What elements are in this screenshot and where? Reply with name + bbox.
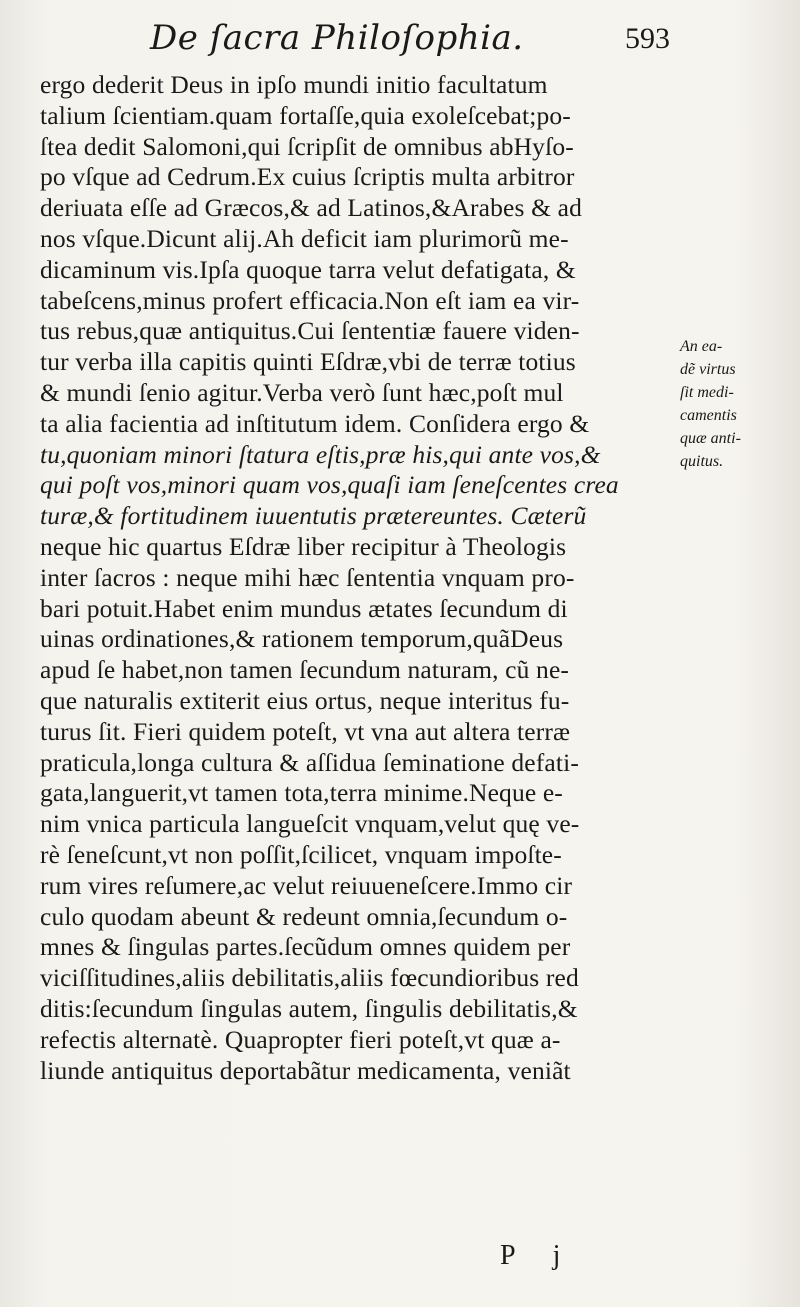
text-line: turus ſit. Fieri quidem poteſt, vt vna aut altera terræ [40, 716, 571, 746]
text-line: talium ſcientiam.quam fortaſſe,quia exoleſcebat;po- [40, 100, 571, 130]
text-line: po vſque ad Cedrum.Ex cuius ſcriptis multa arbitror [40, 162, 575, 192]
text-line: ditis:ſecundum ſingulas autem, ſingulis debilitatis,& [40, 993, 578, 1023]
margin-note-line: ſit medi- [680, 384, 734, 401]
text-line: nos vſque.Dicunt alij.Ah deficit iam plurimorũ me- [40, 223, 569, 253]
text-line: dicaminum vis.Ipſa quoque tarra velut defatigata, & [40, 254, 576, 284]
text-line: qui poſt vos,minori quam vos,quaſi iam ſeneſcentes crea [40, 470, 619, 500]
text-line: gata,languerit,vt tamen tota,terra minime.Neque e- [40, 778, 563, 808]
text-line: inter ſacros : neque mihi hæc ſententia vnquam pro- [40, 562, 575, 592]
text-line: tur verba illa capitis quinti Eſdræ,vbi de terræ totius [40, 347, 576, 377]
text-line: uinas ordinationes,& rationem temporum,quãDeus [40, 624, 564, 654]
margin-note-line: An ea- [680, 338, 723, 355]
margin-note-line: quæ anti- [680, 430, 741, 447]
signature-number: j [552, 1240, 561, 1271]
text-line: rum vires reſumere,ac velut reiuueneſcere.Immo cir [40, 870, 573, 900]
text-line: ta alia facientia ad inſtitutum idem. Conſidera ergo & [40, 408, 590, 438]
text-line: apud ſe habet,non tamen ſecundum naturam, cũ ne- [40, 655, 570, 685]
signature-mark [500, 1240, 620, 1280]
text-line: ergo dederit Deus in ipſo mundi initio facultatum [40, 70, 548, 99]
text-line: nim vnica particula langueſcit vnquam,velut quę ve- [40, 809, 580, 839]
text-line: rè ſeneſcunt,vt non poſſit,ſcilicet, vnquam impoſte- [40, 839, 562, 869]
margin-note-line: camentis [680, 407, 737, 424]
text-line: ſtea dedit Salomoni,qui ſcripſit de omnibus abHyſo- [40, 131, 574, 161]
text-line: tus rebus,quæ antiquitus.Cui ſententiæ fauere viden- [40, 316, 580, 346]
running-head [150, 18, 670, 62]
margin-note [680, 335, 790, 473]
text-line: refectis alternatè. Quapropter fieri poteſt,vt quæ a- [40, 1024, 561, 1054]
text-line: liunde antiquitus deportabãtur medicamenta, veniãt [40, 1055, 571, 1085]
text-line: turæ,& fortitudinem iuuentutis prætereuntes. Cæterũ [40, 501, 587, 531]
text-line: neque hic quartus Eſdræ liber recipitur à Theologis [40, 531, 567, 561]
margin-note-line: quitus. [680, 453, 724, 470]
text-line: mnes & ſingulas partes.ſecũdum omnes quidem per [40, 932, 571, 962]
text-line: praticula,longa cultura & aſſidua ſeminatione defati- [40, 747, 579, 777]
margin-note-line: dẽ virtus [680, 361, 736, 378]
text-line: viciſſitudines,aliis debilitatis,aliis fœcundioribus red [40, 963, 579, 993]
text-line: & mundi ſenio agitur.Verba verò ſunt hæc,poſt mul [40, 377, 564, 407]
text-line: bari potuit.Habet enim mundus ætates ſecundum di [40, 593, 568, 623]
text-line: deriuata eſſe ad Græcos,& ad Latinos,&Arabes & ad [40, 193, 582, 223]
page-number: 593 [625, 22, 670, 55]
running-title: De ſacra Philoſophia. [150, 18, 524, 58]
text-line: tabeſcens,minus profert efficacia.Non eſt iam ea vir- [40, 285, 580, 315]
text-line: culo quodam abeunt & redeunt omnia,ſecundum o- [40, 901, 568, 931]
body-text [40, 70, 688, 1086]
text-line: tu,quoniam minori ſtatura eſtis,præ his,qui ante vos,& [40, 439, 601, 469]
text-line: que naturalis extiterit eius ortus, neque interitus fu- [40, 685, 570, 715]
signature-letter: P [500, 1240, 516, 1271]
